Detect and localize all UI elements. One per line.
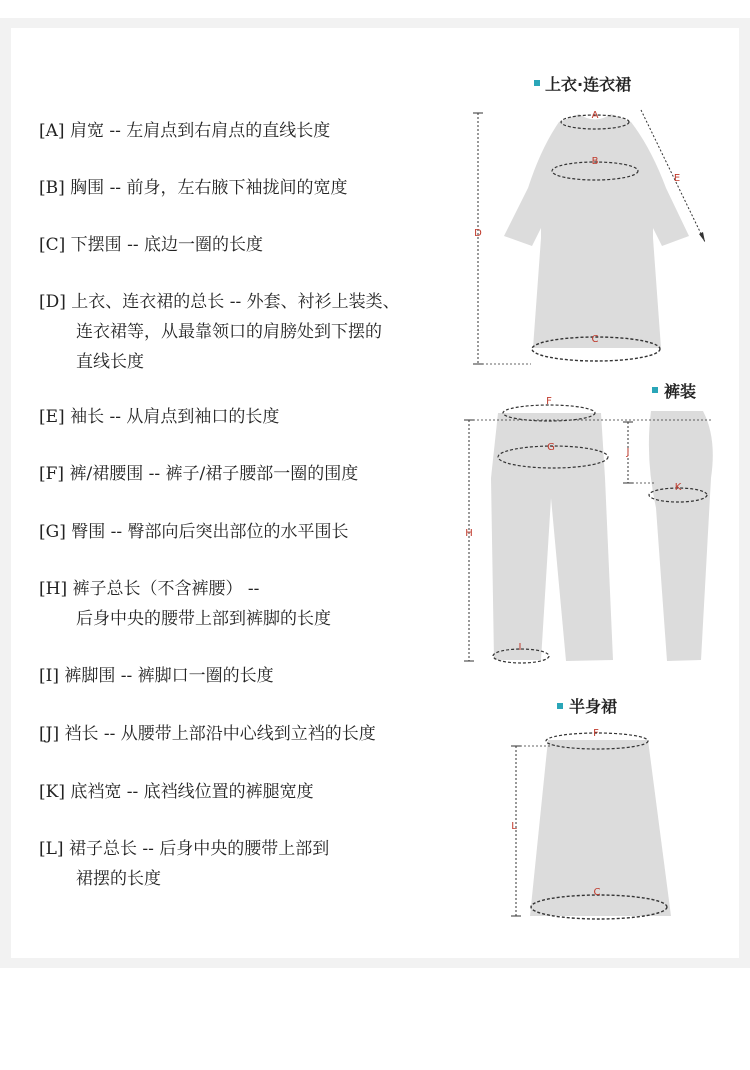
label-d: D (474, 228, 482, 239)
definition-b-line-1: [B] 胸围 -- 前身，左右腋下袖拢间的宽度 (39, 178, 348, 198)
dress-illustration (504, 114, 689, 348)
definition-a-line-1: [A] 肩宽 -- 左肩点到右肩点的直线长度 (39, 121, 331, 141)
label-k: K (674, 482, 682, 493)
definition-j-line-1: [J] 裆长 -- 从腰带上部沿中心线到立裆的长度 (39, 724, 376, 744)
measure-e-arrow (699, 232, 705, 242)
label-h: H (465, 528, 473, 539)
label-f-skirt: F (593, 728, 599, 739)
definition-g-line-1: [G] 臀围 -- 臀部向后突出部位的水平围长 (39, 522, 349, 542)
label-j: J (626, 447, 630, 458)
label-c-skirt: C (593, 887, 601, 898)
label-a: A (591, 110, 599, 121)
pants-side-illustration (649, 411, 713, 661)
definition-h-line-1: [H] 裤子总长（不含裤腰） -- (39, 579, 260, 599)
size-guide-card (11, 28, 739, 958)
label-g: G (547, 442, 555, 453)
definition-l-line-2: 裙摆的长度 (76, 869, 161, 889)
label-c-top: C (591, 334, 599, 345)
definition-d-line-1: [D] 上衣、连衣裙的总长 -- 外套、衬衫上装类、 (39, 292, 400, 312)
measurement-diagrams (11, 28, 739, 958)
definition-i-line-1: [I] 裤脚围 -- 裤脚口一圈的长度 (39, 666, 274, 686)
definition-c-line-1: [C] 下摆围 -- 底边一圈的长度 (39, 235, 263, 255)
section-marker-skirt (557, 703, 563, 709)
section-title-top: 上衣·连衣裙 (545, 75, 632, 94)
section-marker-pants (652, 387, 658, 393)
definition-h-line-2: 后身中央的腰带上部到裤脚的长度 (76, 609, 331, 629)
definition-d-line-3: 直线长度 (76, 352, 144, 372)
label-b: B (591, 156, 599, 167)
definition-k-line-1: [K] 底裆宽 -- 底裆线位置的裤腿宽度 (39, 782, 314, 802)
definition-f-line-1: [F] 裤/裙腰围 -- 裤子/裙子腰部一圈的围度 (39, 464, 359, 484)
skirt-illustration (530, 740, 671, 916)
label-f-pants: F (546, 396, 552, 407)
section-title-skirt: 半身裙 (569, 697, 618, 716)
section-title-pants: 裤装 (664, 382, 697, 401)
definition-e-line-1: [E] 袖长 -- 从肩点到袖口的长度 (39, 407, 280, 427)
definition-l-line-1: [L] 裙子总长 -- 后身中央的腰带上部到 (39, 839, 330, 859)
label-e: E (673, 173, 681, 184)
label-i: I (518, 642, 522, 653)
label-l: L (511, 821, 517, 832)
section-marker-top (534, 80, 540, 86)
definition-d-line-2: 连衣裙等，从最靠领口的肩膀处到下摆的 (76, 322, 382, 342)
